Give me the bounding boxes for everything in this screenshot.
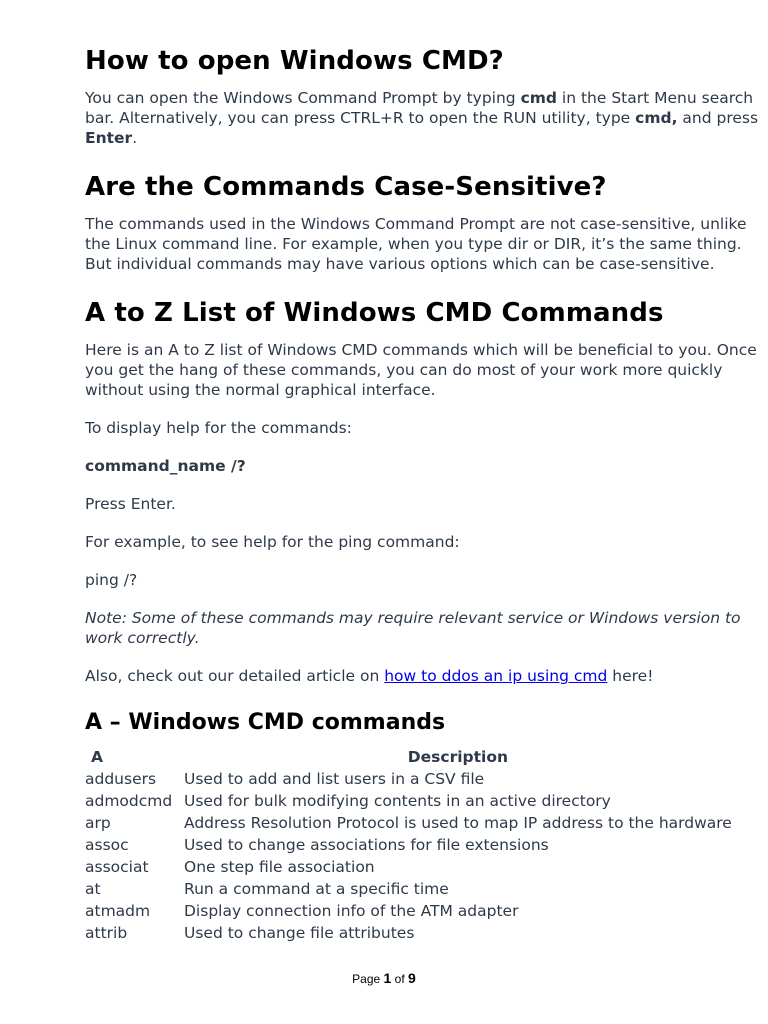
command-cell: arp	[85, 814, 111, 832]
paragraph-open-cmd	[85, 88, 765, 148]
paragraph-ping: ping /?	[85, 571, 138, 589]
description-cell: Display connection info of the ATM adapter	[184, 902, 519, 920]
table-row	[85, 790, 732, 812]
paragraph-note	[85, 608, 765, 648]
paragraph-display-help: To display help for the commands:	[85, 419, 352, 437]
description-cell: Address Resolution Protocol is used to map IP address to the hardware	[184, 814, 732, 832]
table-row	[85, 768, 732, 790]
description-cell: Run a command at a specific time	[184, 880, 449, 898]
description-cell: Used to change file attributes	[184, 924, 415, 942]
footer-page-number: 1	[383, 970, 392, 986]
paragraph-command-syntax	[85, 456, 765, 476]
table-row	[85, 834, 732, 856]
table-row	[85, 922, 732, 944]
footer-of-label: of	[391, 972, 409, 986]
footer-page-label: Page	[352, 972, 384, 986]
command-cell: atmadm	[85, 902, 151, 920]
table-row	[85, 856, 732, 878]
paragraph-example: For example, to see help for the ping command:	[85, 533, 460, 551]
footer-page-total: 9	[408, 970, 416, 986]
description-cell: Used to add and list users in a CSV file	[184, 770, 485, 788]
heading-open-cmd: How to open Windows CMD?	[85, 46, 504, 76]
command-cell: at	[85, 880, 101, 898]
paragraph-intro: Here is an A to Z list of Windows CMD commands which will be beneficial to you. Once you get the hang of these commands, you can do most of your work more quickly without using the normal graphical interface.	[85, 341, 757, 399]
command-cell: admodcmd	[85, 792, 173, 810]
command-cell: attrib	[85, 924, 128, 942]
column-header-a: A	[91, 748, 103, 766]
command-cell: associat	[85, 858, 149, 876]
bold-cmd: cmd	[520, 89, 557, 107]
paragraph-also	[85, 666, 765, 686]
paragraph-case-sensitive: The commands used in the Windows Command Prompt are not case-sensitive, unlike the Linux command line. For example, when you type dir or DIR, it’s the same thing. But individual commands may have various options which can be case-sensitive.	[85, 215, 747, 273]
text-run: Also, check out our detailed article on	[85, 667, 385, 685]
table-row	[85, 878, 732, 900]
ddos-article-link[interactable]: how to ddos an ip using cmd	[384, 667, 608, 685]
document-page	[85, 44, 765, 944]
table-row	[85, 812, 732, 834]
paragraph-press-enter: Press Enter.	[85, 495, 176, 513]
table-body	[85, 768, 732, 944]
bold-enter: Enter	[85, 129, 133, 147]
page-footer	[0, 970, 768, 986]
description-cell: Used for bulk modifying contents in an active directory	[184, 792, 611, 810]
heading-case-sensitive: Are the Commands Case-Sensitive?	[85, 172, 607, 202]
commands-table	[85, 746, 732, 944]
text-run: You can open the Windows Command Prompt by typing	[85, 89, 521, 107]
table-header-row	[85, 746, 732, 768]
command-cell: assoc	[85, 836, 129, 854]
description-cell: Used to change associations for file extensions	[184, 836, 549, 854]
command-cell: addusers	[85, 770, 157, 788]
description-cell: One step file association	[184, 858, 375, 876]
table-row	[85, 900, 732, 922]
heading-a-commands: A – Windows CMD commands	[85, 710, 446, 735]
bold-cmd: cmd,	[635, 109, 678, 127]
text-run: in the Start Menu search bar. Alternatively, you can press CTRL+R to open the RUN utility, type	[85, 89, 754, 127]
note-text: Note: Some of these commands may require relevant service or Windows version to work correctly.	[85, 609, 741, 647]
column-header-description: Description	[407, 748, 509, 766]
text-run: .	[132, 129, 138, 147]
text-run: and press	[677, 109, 759, 127]
text-run: here!	[607, 667, 654, 685]
bold-syntax: command_name /?	[85, 457, 246, 475]
heading-a-to-z: A to Z List of Windows CMD Commands	[85, 298, 664, 328]
